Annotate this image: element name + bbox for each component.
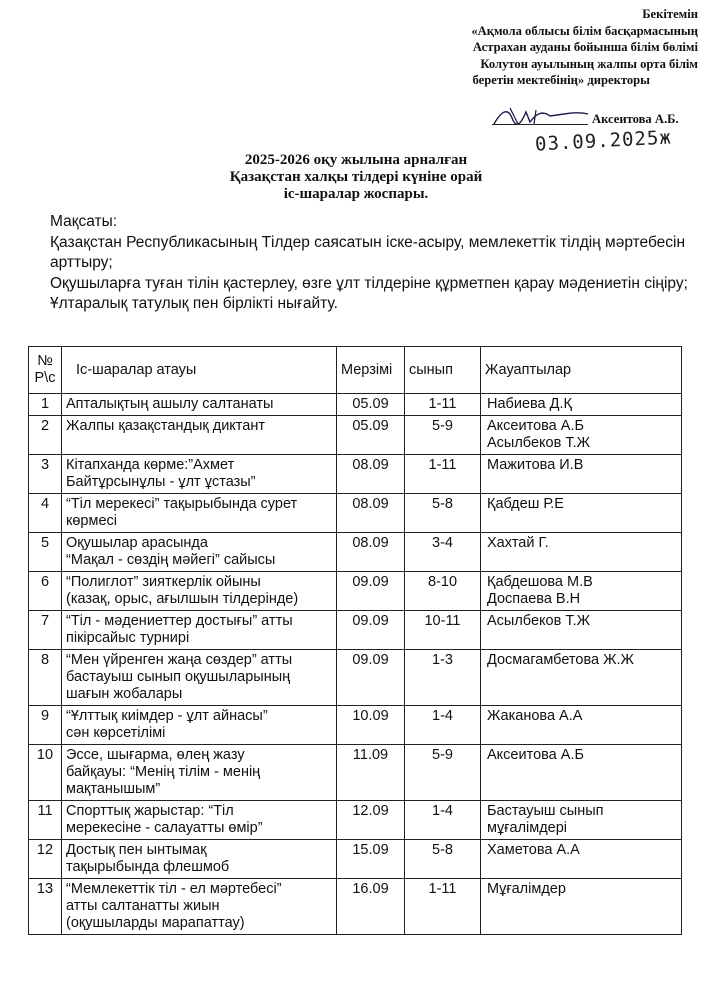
event-grade: 1-4 bbox=[405, 801, 481, 840]
event-date: 08.09 bbox=[337, 533, 405, 572]
event-grade: 1-4 bbox=[405, 706, 481, 745]
table-row bbox=[29, 650, 682, 706]
event-name: Достық пен ынтымақ тақырыбында флешмоб bbox=[62, 840, 337, 879]
header-date: Мерзімі bbox=[337, 347, 405, 394]
table-row bbox=[29, 494, 682, 533]
goals-heading: Мақсаты: bbox=[50, 213, 118, 230]
event-name: Эссе, шығарма, өлең жазу байқауы: “Менің тілім - менің мақтанышым” bbox=[62, 745, 337, 801]
signature-line bbox=[492, 124, 588, 125]
event-grade: 5-9 bbox=[405, 745, 481, 801]
table-row bbox=[29, 455, 682, 494]
approval-line: Бекітемін bbox=[642, 7, 698, 21]
event-date: 08.09 bbox=[337, 494, 405, 533]
goals-section bbox=[50, 212, 690, 315]
event-responsible: Қабдеш Р.Е bbox=[481, 494, 682, 533]
row-number: 7 bbox=[29, 611, 62, 650]
event-name: “Мен үйренген жаңа сөздер” атты бастауыш сынып оқушыларының шағын жобалары bbox=[62, 650, 337, 706]
approval-block bbox=[398, 6, 698, 89]
event-grade: 3-4 bbox=[405, 533, 481, 572]
table-row bbox=[29, 706, 682, 745]
event-name: Жалпы қазақстандық диктант bbox=[62, 416, 337, 455]
row-number: 13 bbox=[29, 879, 62, 935]
event-responsible: Аксеитова А.Б bbox=[481, 745, 682, 801]
row-number: 1 bbox=[29, 394, 62, 416]
event-name: “Ұлттық киімдер - ұлт айнасы” сән көрсетілімі bbox=[62, 706, 337, 745]
row-number: 4 bbox=[29, 494, 62, 533]
event-date: 11.09 bbox=[337, 745, 405, 801]
event-date: 09.09 bbox=[337, 572, 405, 611]
title-line: іс-шаралар жоспары. bbox=[283, 186, 429, 202]
event-grade: 10-11 bbox=[405, 611, 481, 650]
event-responsible: Қабдешова М.В Доспаева В.Н bbox=[481, 572, 682, 611]
approval-line: Колутон ауылының жалпы орта білім bbox=[480, 56, 698, 71]
event-name: “Тіл - мәдениеттер достығы” атты пікірсайыс турнирі bbox=[62, 611, 337, 650]
event-responsible: Аксеитова А.Б Асылбеков Т.Ж bbox=[481, 416, 682, 455]
event-date: 16.09 bbox=[337, 879, 405, 935]
event-name: “Мемлекеттік тіл - ел мәртебесі” атты салтанатты жиын (оқушыларды марапаттау) bbox=[62, 879, 337, 935]
table-row bbox=[29, 394, 682, 416]
table-row bbox=[29, 801, 682, 840]
event-grade: 1-3 bbox=[405, 650, 481, 706]
event-responsible: Мажитова И.В bbox=[481, 455, 682, 494]
event-name: “Полиглот” зияткерлік ойыны (казақ, орыс, ағылшын тілдерінде) bbox=[62, 572, 337, 611]
event-grade: 5-8 bbox=[405, 840, 481, 879]
table-row bbox=[29, 416, 682, 455]
director-name: Аксеитова А.Б. bbox=[592, 112, 679, 126]
event-responsible: Хаметова А.А bbox=[481, 840, 682, 879]
table-row bbox=[29, 611, 682, 650]
row-number: 3 bbox=[29, 455, 62, 494]
event-name: Кітапханда көрме:”Ахмет Байтұрсынұлы - ұлт ұстазы” bbox=[62, 455, 337, 494]
event-name: Апталықтың ашылу салтанаты bbox=[62, 394, 337, 416]
events-table bbox=[28, 346, 682, 935]
event-responsible: Асылбеков Т.Ж bbox=[481, 611, 682, 650]
page-title bbox=[0, 152, 712, 203]
row-number: 11 bbox=[29, 801, 62, 840]
header-number: № Р\с bbox=[29, 347, 62, 394]
event-date: 09.09 bbox=[337, 650, 405, 706]
event-grade: 5-8 bbox=[405, 494, 481, 533]
event-date: 08.09 bbox=[337, 455, 405, 494]
event-grade: 1-11 bbox=[405, 394, 481, 416]
goal-item: Қазақстан Республикасының Тілдер саясатын іске-асыру, мемлекеттік тілдің мәртебесін арттыру; bbox=[50, 233, 686, 271]
approval-line: Астрахан ауданы бойынша білім бөлімі bbox=[472, 40, 698, 54]
event-responsible: Досмагамбетова Ж.Ж bbox=[481, 650, 682, 706]
event-responsible: Бастауыш сынып мұғалімдері bbox=[481, 801, 682, 840]
event-grade: 1-11 bbox=[405, 455, 481, 494]
row-number: 10 bbox=[29, 745, 62, 801]
table-header-row bbox=[29, 347, 682, 394]
header-event-name: Іс-шаралар атауы bbox=[62, 347, 337, 394]
row-number: 9 bbox=[29, 706, 62, 745]
goal-item: Оқушыларға туған тілін қастерлеу, өзге ұлт тілдеріне құрметпен қарау мәдениетін сіңіру; bbox=[50, 274, 688, 292]
approval-line: «Ақмола облысы білім басқармасының bbox=[471, 23, 698, 38]
event-grade: 1-11 bbox=[405, 879, 481, 935]
event-responsible: Мұғалімдер bbox=[481, 879, 682, 935]
event-date: 12.09 bbox=[337, 801, 405, 840]
event-responsible: Хахтай Г. bbox=[481, 533, 682, 572]
table-row bbox=[29, 533, 682, 572]
event-date: 15.09 bbox=[337, 840, 405, 879]
event-grade: 5-9 bbox=[405, 416, 481, 455]
table-row bbox=[29, 572, 682, 611]
event-grade: 8-10 bbox=[405, 572, 481, 611]
row-number: 5 bbox=[29, 533, 62, 572]
event-date: 10.09 bbox=[337, 706, 405, 745]
event-date: 05.09 bbox=[337, 394, 405, 416]
event-name: “Тіл мерекесі” тақырыбында сурет көрмесі bbox=[62, 494, 337, 533]
event-date: 09.09 bbox=[337, 611, 405, 650]
header-responsible: Жауаптылар bbox=[481, 347, 682, 394]
row-number: 2 bbox=[29, 416, 62, 455]
row-number: 8 bbox=[29, 650, 62, 706]
event-responsible: Набиева Д.Қ bbox=[481, 394, 682, 416]
row-number: 12 bbox=[29, 840, 62, 879]
event-date: 05.09 bbox=[337, 416, 405, 455]
table-row bbox=[29, 745, 682, 801]
goal-item: Ұлтаралық татулық пен бірлікті нығайту. bbox=[50, 295, 338, 312]
table-row bbox=[29, 879, 682, 935]
title-line: 2025-2026 оқу жылына арналған bbox=[244, 152, 468, 168]
event-name: Оқушылар арасында “Мақал - сөздің мәйегі” сайысы bbox=[62, 533, 337, 572]
event-name: Спорттық жарыстар: “Тіл мерекесіне - салауатты өмір” bbox=[62, 801, 337, 840]
approval-line: беретін мектебінің» директоры bbox=[472, 73, 650, 87]
row-number: 6 bbox=[29, 572, 62, 611]
table-row bbox=[29, 840, 682, 879]
handwritten-date: 03.09.2025ж bbox=[534, 126, 673, 156]
title-line: Қазақстан халқы тілдері күніне орай bbox=[229, 169, 483, 185]
header-grade: сынып bbox=[405, 347, 481, 394]
event-responsible: Жаканова А.А bbox=[481, 706, 682, 745]
